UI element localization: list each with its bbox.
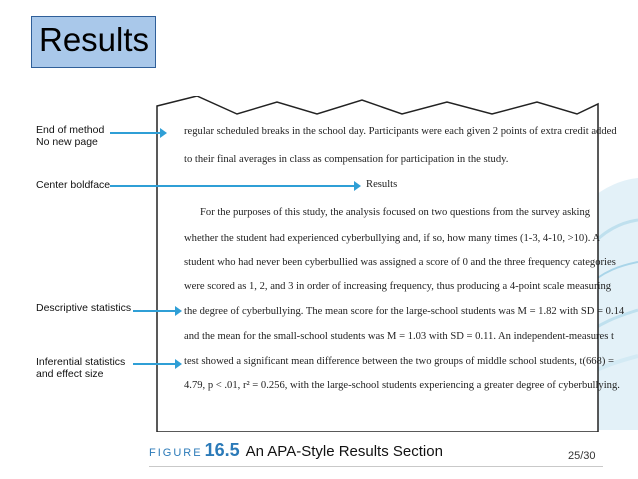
figure-label: FIGURE: [149, 447, 203, 459]
results-heading: Results: [366, 179, 398, 190]
annotation-center-boldface: [36, 179, 110, 191]
paper-line-7: the degree of cyberbullying. The mean score for the large-school students was M = 1.82 with SD = 0.14: [184, 306, 625, 317]
paper-line-5: student who had never been cyberbullied was assigned a score of 0 and the three frequency categories: [184, 257, 616, 268]
paper-line-4: whether the student had experienced cyberbullying and, if so, how many times (1-3, 4-10, >10). A: [184, 233, 601, 244]
caption-rule: [149, 466, 603, 467]
paper-line-6: were scored as 1, 2, and 3 in order of increasing frequency, thus producing a 4-point scale measuring: [184, 281, 612, 292]
arrow-center-boldface: [110, 185, 356, 187]
arrow-descriptive-statistics: [133, 310, 177, 312]
slide-title: Results: [39, 21, 150, 58]
paper-line-3: For the purposes of this study, the analysis focused on two questions from the survey asking: [200, 207, 591, 218]
paper-line-10: 4.79, p < .01, r² = 0.256, with the large-school students experiencing a greater degree of cyberbullying.: [184, 380, 620, 391]
annotation-label: No new page: [36, 136, 98, 148]
figure-number: 16.5: [204, 440, 240, 460]
arrow-end-of-method: [110, 132, 162, 134]
paper-line-9: test showed a significant mean difference between the two groups of middle school students, t(668) =: [184, 356, 615, 367]
annotation-label: and effect size: [36, 368, 104, 380]
arrow-inferential-statistics: [133, 363, 177, 365]
figure-caption: [149, 440, 443, 464]
annotation-label: Descriptive statistics: [36, 302, 132, 314]
page-number: 25/30: [568, 450, 596, 462]
paper-line-1: regular scheduled breaks in the school day. Participants were each given 2 points of extra credit added: [184, 126, 617, 137]
annotation-label: Inferential statistics: [36, 356, 126, 368]
figure-title: An APA-Style Results Section: [245, 443, 443, 460]
paper-line-2: to their final averages in class as compensation for participation in the study.: [184, 154, 509, 165]
annotation-label: Center boldface: [36, 179, 111, 191]
slide-title-box: [31, 16, 156, 68]
annotation-label: End of method: [36, 124, 105, 136]
paper-line-8: and the mean for the small-school students was M = 1.03 with SD = 0.11. An independent-measures t: [184, 331, 614, 342]
annotation-end-of-method: [36, 124, 104, 148]
annotation-descriptive-statistics: [36, 302, 131, 314]
annotation-inferential-statistics: [36, 356, 125, 380]
